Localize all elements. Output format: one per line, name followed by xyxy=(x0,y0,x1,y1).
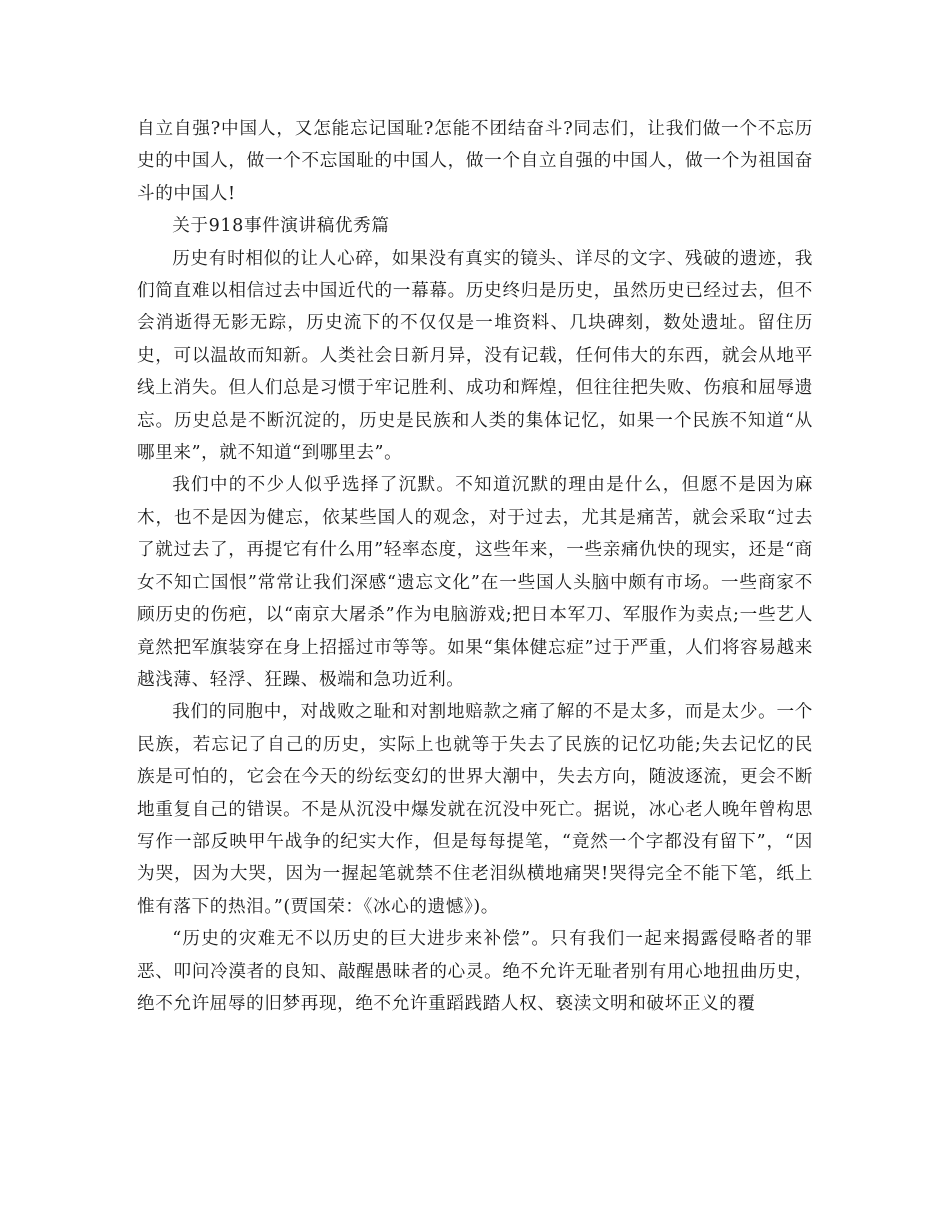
paragraph: 我们的同胞中，对战败之耻和对割地赔款之痛了解的不是太多，而是太少。一个民族，若忘记了自己的历史，实际上也就等于失去了民族的记忆功能;失去记忆的民族是可怕的，它会在今天的纷纭变幻的世界大潮中，失去方向，随波逐流，更会不断地重复自己的错误。不是从沉没中爆发就在沉没中死亡。据说，冰心老人晚年曾构思写作一部反映甲午战争的纪实大作，但是每每提笔，“竟然一个字都没有留下”，“因为哭，因为大哭，因为一握起笔就禁不住老泪纵横地痛哭!哭得完全不能下笔，纸上惟有落下的热泪。”(贾国荣：《冰心的遗憾》)。 xyxy=(137,702,813,917)
paragraph: “历史的灾难无不以历史的巨大进步来补偿”。只有我们一起来揭露侵略者的罪恶、叩问冷漠者的良知、敲醒愚昧者的心灵。绝不允许无耻者别有用心地扭曲历史，绝不允许屈辱的旧梦再现，绝不允许重蹈践踏人权、亵渎文明和破坏正义的覆 xyxy=(137,929,813,1014)
paragraph: 历史有时相似的让人心碎，如果没有真实的镜头、详尽的文字、残破的遗迹，我们简直难以相信过去中国近代的一幕幕。历史终归是历史，虽然历史已经过去，但不会消逝得无影无踪，历史流下的不仅仅是一堆资料、几块碑刻，数处遗址。留住历史，可以温故而知新。人类社会日新月异，没有记载，任何伟大的东西，就会从地平线上消失。但人们总是习惯于牢记胜利、成功和辉煌，但往往把失败、伤痕和屈辱遗忘。历史总是不断沉淀的，历史是民族和人类的集体记忆，如果一个民族不知道“从哪里来”，就不知道“到哪里去”。 xyxy=(137,248,813,464)
paragraph: 我们中的不少人似乎选择了沉默。不知道沉默的理由是什么，但愿不是因为麻木，也不是因为健忘，依某些国人的观念，对于过去，尤其是痛苦，就会采取“过去了就过去了，再提它有什么用”轻率态度，这些年来，一些亲痛仇快的现实，还是“商女不知亡国恨”常常让我们深感“遗忘文化”在一些国人头脑中颇有市场。一些商家不顾历史的伤疤，以“南京大屠杀”作为电脑游戏;把日本军刀、军服作为卖点;一些艺人竟然把军旗装穿在身上招摇过市等等。如果“集体健忘症”过于严重，人们将容易越来越浅薄、轻浮、狂躁、极端和急功近利。 xyxy=(137,475,813,690)
document-body xyxy=(137,113,813,1020)
paragraph-continued: 自立自强?中国人，又怎能忘记国耻?怎能不团结奋斗?同志们，让我们做一个不忘历史的中国人，做一个不忘国耻的中国人，做一个自立自强的中国人，做一个为祖国奋斗的中国人! xyxy=(137,119,813,204)
section-heading: 关于918事件演讲稿优秀篇 xyxy=(172,216,390,237)
